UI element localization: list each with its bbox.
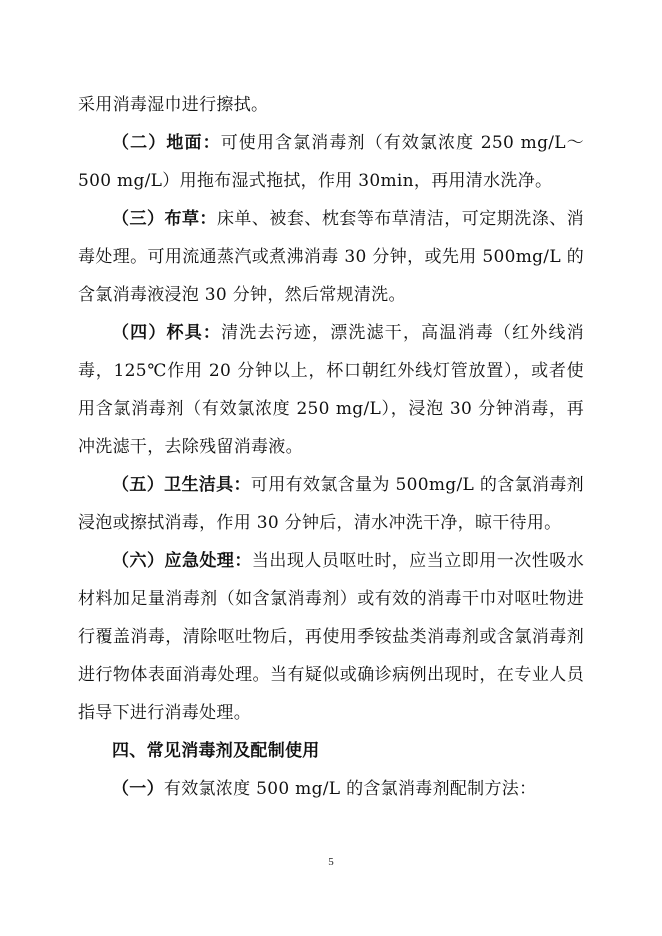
continuation-paragraph bbox=[78, 86, 584, 124]
paragraph-lead: （六）应急处理： bbox=[112, 551, 252, 571]
paragraph-lead: （三）布草： bbox=[112, 209, 217, 229]
document-body bbox=[78, 86, 584, 808]
paragraph-lead: （四）杯具： bbox=[112, 323, 222, 343]
paragraph-body: 清洗去污迹，漂洗滤干，高温消毒（红外线消毒，125℃作用 20 分钟以上，杯口朝红外线灯管放置），或者使用含氯消毒剂（有效氯浓度 250 mg/L），浸泡 30 分钟消毒，再冲洗滤干，去除残留消毒液。 bbox=[78, 323, 584, 457]
paragraph-body: 当出现人员呕吐时，应当立即用一次性吸水材料加足量消毒剂（如含氯消毒剂）或有效的消毒干巾对呕吐物进行覆盖消毒，清除呕吐物后，再使用季铵盐类消毒剂或含氯消毒剂进行物体表面消毒处理。当有疑似或确诊病例出现时，在专业人员指导下进行消毒处理。 bbox=[78, 551, 584, 723]
section-heading: 四、常见消毒剂及配制使用 bbox=[112, 741, 320, 761]
paragraph-floor bbox=[78, 124, 584, 200]
paragraph-emergency bbox=[78, 542, 584, 732]
paragraph-linen bbox=[78, 200, 584, 314]
page-number: 5 bbox=[328, 856, 334, 868]
paragraph-body: 床单、被套、枕套等布草清洁，可定期洗涤、消毒处理。可用流通蒸汽或煮沸消毒 30 分钟，或先用 500mg/L 的含氯消毒液浸泡 30 分钟，然后常规清洗。 bbox=[78, 209, 584, 305]
paragraph-lead: （五）卫生洁具： bbox=[112, 475, 251, 495]
paragraph-body: 有效氯浓度 500 mg/L 的含氯消毒剂配制方法： bbox=[163, 779, 537, 799]
paragraph-lead: （一） bbox=[112, 779, 164, 799]
paragraph-sanitary-ware bbox=[78, 466, 584, 542]
paragraph-body: 可使用含氯消毒剂（有效氯浓度 250 mg/L～500 mg/L）用拖布湿式拖拭，作用 30min，再用清水洗净。 bbox=[78, 133, 584, 191]
paragraph-lead: （二）地面： bbox=[112, 133, 221, 153]
continuation-text: 采用消毒湿巾进行擦拭。 bbox=[78, 95, 269, 115]
paragraph-preparation bbox=[78, 770, 584, 808]
paragraph-body: 可用有效氯含量为 500mg/L 的含氯消毒剂浸泡或擦拭消毒，作用 30 分钟后，清水冲洗干净，晾干待用。 bbox=[78, 475, 584, 533]
paragraph-cups bbox=[78, 314, 584, 466]
